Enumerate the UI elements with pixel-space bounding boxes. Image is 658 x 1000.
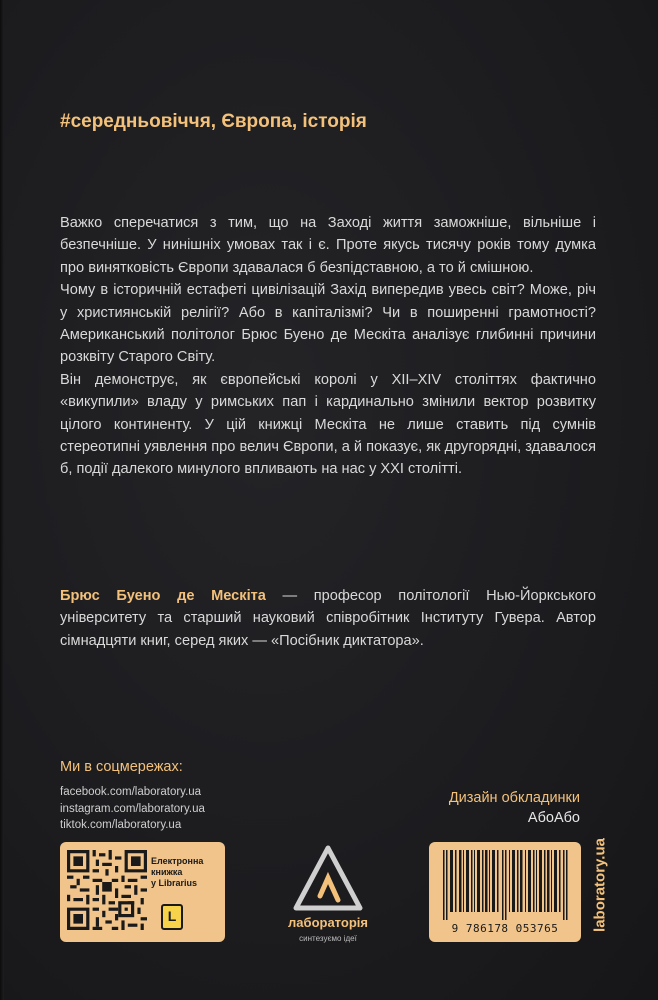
- isbn-number: 9 786178 053765: [451, 922, 559, 935]
- genre-tags: #середньовіччя, Європа, історія: [60, 111, 367, 132]
- spine-edge: [0, 0, 4, 1000]
- description-paragraph: Чому в історичній естафеті цивілізацій Захід випередив увесь світ? Може, річ у християнській релігії? Або в капіталізмі? Чи в поширенні грамотності? Американський політолог Брюс Буено де Мескіта аналізує глибинні причини розквіту Старого Світу.: [60, 282, 596, 366]
- social-title: Ми в соцмережах:: [60, 759, 183, 775]
- author-bio-text: — професор політології Нью-Йоркського університету та старший науковий співробітник Інституту Гувера. Автор сімнадцяти книг, серед яких — «Посібник диктатора».: [60, 588, 596, 649]
- cover-designer: АбоАбо: [527, 810, 580, 826]
- librarius-logo-icon: L: [161, 904, 183, 930]
- description-paragraph: Він демонструє, як європейські королі у XII–XIV століттях фактично «викупили» владу у римських пап і кардинально змінили вектор розвитку цілого континенту. У цій книжці Мескіта не лише ставить під сумнів стереотипні уявлення про велич Європи, а й показує, як другорядні, здавалося б, події далекого минулого впливають на нас у XXI столітті.: [60, 371, 596, 478]
- author-name: Брюс Буено де Мескіта: [60, 588, 266, 604]
- cover-design-label: Дизайн обкладинки: [448, 790, 580, 806]
- social-link-tiktok[interactable]: tiktok.com/laboratory.ua: [60, 819, 182, 832]
- social-link-instagram[interactable]: instagram.com/laboratory.ua: [60, 802, 205, 815]
- author-bio: [60, 585, 596, 652]
- publisher-name: лабораторія: [288, 915, 368, 930]
- social-link-facebook[interactable]: facebook.com/laboratory.ua: [60, 786, 202, 798]
- social-links: [60, 784, 205, 834]
- isbn-barcode: [429, 842, 581, 942]
- book-description: [60, 212, 596, 481]
- ebook-label: [60, 842, 225, 942]
- description-paragraph: Важко сперечатися з тим, що на Заході життя заможніше, вільніше і безпечніше. У нинішніх умовах так і є. Проте якусь тисячу років тому думка про винятковість Європи здавалася б безпідставною, а то й смішною.: [60, 215, 596, 276]
- publisher-logo-icon: [268, 838, 388, 948]
- ebook-label-line: у Librarius: [151, 878, 198, 888]
- qr-code-icon[interactable]: [67, 850, 147, 930]
- publisher-website[interactable]: laboratory.ua: [591, 838, 609, 932]
- ebook-label-line: книжка: [151, 867, 183, 877]
- ebook-label-line: Електронна: [151, 856, 204, 866]
- barcode-icon: [437, 850, 573, 920]
- publisher-slogan: синтезуємо ідеї: [299, 934, 357, 943]
